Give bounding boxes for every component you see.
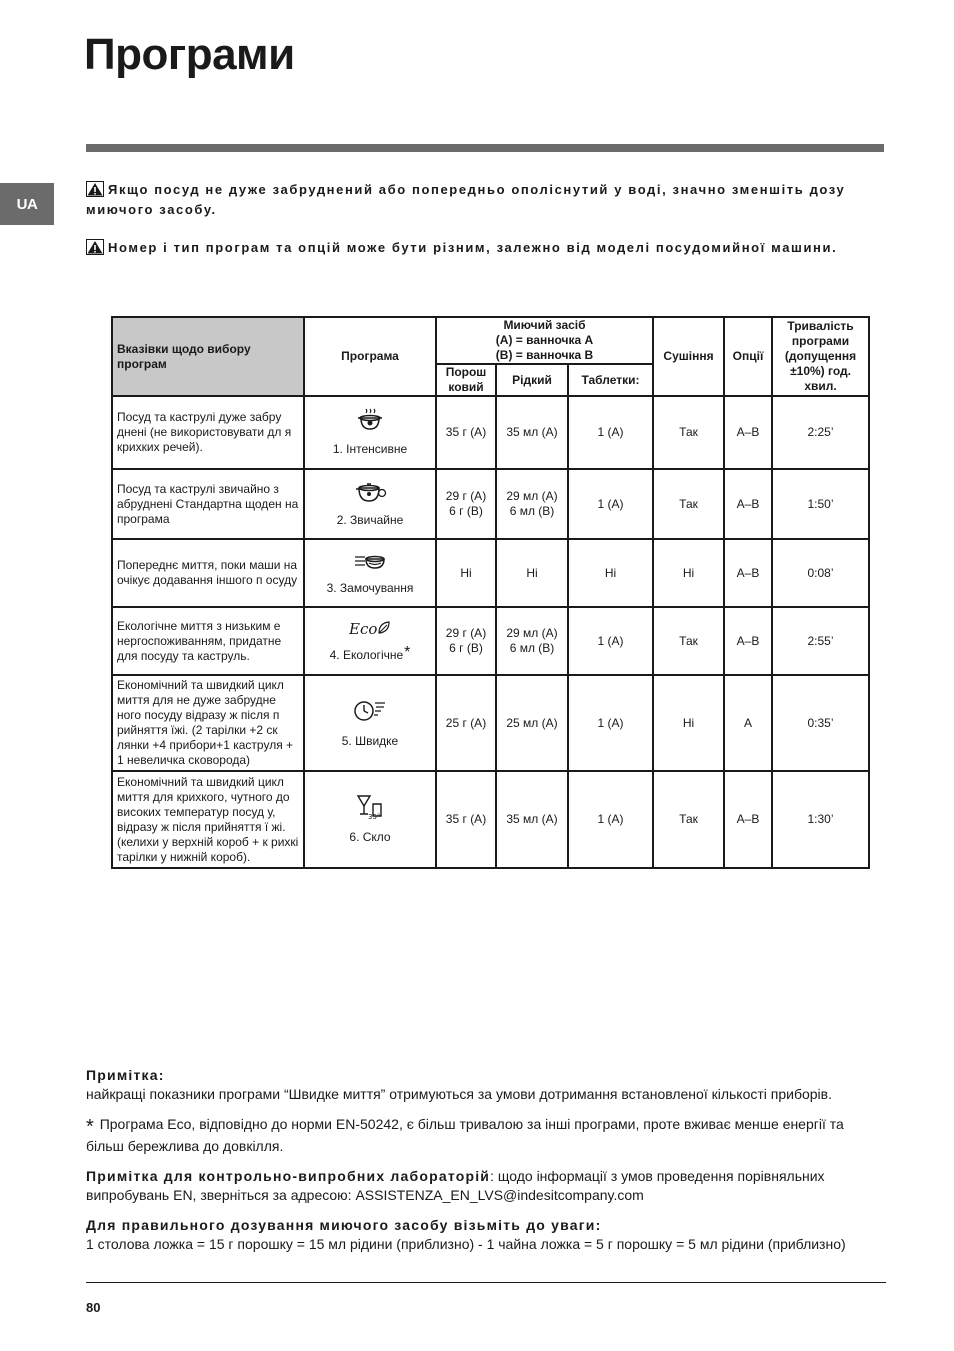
fast-clock-icon: [352, 698, 388, 722]
header-detergent-b: (B) = ванночка B: [495, 348, 594, 362]
row-program: [304, 771, 436, 868]
row-drying: Ні: [653, 675, 724, 771]
row-guide: Екологічне миття з низьким е нергоспоживанням, придатне для посуду та каструль.: [112, 607, 304, 675]
row-duration: 0:08’: [772, 539, 869, 607]
table-row: [112, 396, 869, 469]
row-liquid: [496, 396, 568, 469]
row-powder: [436, 675, 496, 771]
row-tablets: 1 (A): [568, 607, 653, 675]
program-name: 2. Звичайне: [336, 512, 404, 527]
liquid-dose: 29 мл (A): [506, 626, 558, 640]
liquid-dose: 25 мл (A): [506, 715, 558, 730]
page-number: 80: [86, 1300, 101, 1315]
row-duration: 2:25’: [772, 396, 869, 469]
table-row: [112, 607, 869, 675]
note-dosing: [86, 1216, 885, 1254]
row-tablets: Ні: [568, 539, 653, 607]
table-row: [112, 469, 869, 539]
warning-triangle-icon: [86, 181, 104, 197]
row-guide: Посуд та каструлі дуже забру днені (не використовувати дл я крихких речей).: [112, 396, 304, 469]
labs-text: : щодо інформації з умов проведення порівняльних випробувань EN, зверніться за адресою: ASSISTENZA_EN_LVS@indesitcompany.com: [86, 1168, 825, 1203]
powder-dose: 35 г (A): [445, 425, 487, 439]
notes-section: [86, 1066, 885, 1265]
normal-pot-icon: [353, 481, 387, 503]
header-program: Програма: [304, 317, 436, 396]
warning-text-2: Номер і тип програм та опцій може бути різним, залежно від моделі посудомийної машини.: [108, 240, 838, 255]
note-labs: [86, 1167, 885, 1205]
header-duration: Тривалість програми (допущення ±10%) год. хвил.: [772, 317, 869, 396]
page-title: Програми: [84, 30, 295, 79]
liquid-dose: 6 мл (B): [509, 641, 555, 655]
header-tablets: Таблетки:: [568, 364, 653, 396]
dosing-text: 1 столова ложка = 15 г порошку = 15 мл рідини (приблизно) - 1 чайна ложка = 5 г порошку = 5 мл рідини (приблизно): [86, 1236, 846, 1252]
powder-dose: Ні: [460, 565, 472, 580]
row-liquid: [496, 607, 568, 675]
glass-icon: [355, 794, 385, 820]
row-tablets: 1 (A): [568, 469, 653, 539]
liquid-dose: Ні: [526, 565, 538, 580]
row-tablets: 1 (A): [568, 771, 653, 868]
row-program: [304, 469, 436, 539]
glass-temp-label: 35°: [368, 813, 381, 820]
header-detergent-title: Миючий засіб: [503, 318, 586, 332]
intensive-pot-icon: [355, 408, 385, 432]
row-guide: Попереднє миття, поки маши на очікує додавання іншого п осуду: [112, 539, 304, 607]
warning-note-2: [86, 238, 884, 258]
row-powder: [436, 607, 496, 675]
note-text: найкращі показники програми “Швидке миття” отримуються за умови дотримання встановленої кількості приборів.: [86, 1086, 832, 1102]
footer-divider: [86, 1282, 886, 1283]
powder-dose: 6 г (B): [449, 641, 483, 655]
program-name: 1. Інтенсивне: [332, 442, 408, 456]
row-duration: 1:30’: [772, 771, 869, 868]
row-guide: Економічний та швидкий цикл миття для не дуже забрудне ного посуду відразу ж після п рийняття їжі. (2 тарілки +2 ск лянки +4 прибори+1 каструля + 1 невеличка сковорода): [112, 675, 304, 771]
row-powder: [436, 396, 496, 469]
header-powder: Порош ковий: [436, 364, 496, 396]
powder-dose: 25 г (A): [445, 715, 487, 730]
row-powder: [436, 771, 496, 868]
eco-leaf-icon: [349, 619, 391, 639]
powder-dose: 35 г (A): [445, 812, 487, 826]
row-options: A–B: [724, 607, 772, 675]
programs-table: [111, 316, 870, 869]
table-row: [112, 771, 869, 868]
row-duration: 2:55’: [772, 607, 869, 675]
header-detergent-a: (A) = ванночка A: [495, 333, 594, 347]
eco-asterisk: *: [86, 1116, 94, 1138]
row-guide: Посуд та каструлі звичайно з абруднені Стандартна щоден на програма: [112, 469, 304, 539]
row-liquid: [496, 675, 568, 771]
title-divider: [86, 144, 884, 152]
program-name: 4. Екологічне: [329, 648, 404, 662]
row-drying: Так: [653, 469, 724, 539]
row-program: [304, 675, 436, 771]
powder-dose: 6 г (B): [449, 504, 483, 518]
powder-dose: 29 г (A): [445, 626, 487, 640]
warning-note-1: [86, 180, 884, 220]
warning-text-1: Якщо посуд не дуже забруднений або попередньо ополіснутий у воді, значно зменшіть дозу миючого засобу.: [86, 182, 846, 217]
program-name: 5. Швидке: [341, 733, 399, 748]
row-liquid: [496, 539, 568, 607]
row-tablets: 1 (A): [568, 396, 653, 469]
row-liquid: [496, 469, 568, 539]
table-header-row: [112, 317, 869, 364]
eco-note-text: Програма Eco, відповідно до норми EN-50242, є більш тривалою за інші програми, проте вживає менше енергії та більш бережлива до довкілля.: [86, 1116, 844, 1154]
note-fast-wash: [86, 1066, 885, 1104]
row-duration: 1:50’: [772, 469, 869, 539]
row-program: [304, 539, 436, 607]
table-row: [112, 539, 869, 607]
header-guide: Вказівки щодо вибору програм: [112, 317, 304, 396]
row-options: A–B: [724, 539, 772, 607]
header-detergent: [436, 317, 653, 364]
table-row: [112, 675, 869, 771]
soak-icon: [353, 551, 387, 571]
program-name: 3. Замочування: [326, 580, 414, 595]
row-powder: [436, 539, 496, 607]
language-tab: UA: [0, 183, 54, 225]
dosing-heading: Для правильного дозування миючого засобу візьміть до уваги:: [86, 1217, 602, 1233]
eco-asterisk: *: [404, 644, 411, 661]
row-drying: Так: [653, 396, 724, 469]
warning-triangle-icon: [86, 239, 104, 255]
row-options: A–B: [724, 771, 772, 868]
row-duration: 0:35’: [772, 675, 869, 771]
labs-heading: Примітка для контрольно-випробних лабораторій: [86, 1168, 491, 1184]
row-tablets: 1 (A): [568, 675, 653, 771]
row-liquid: [496, 771, 568, 868]
row-program: [304, 607, 436, 675]
note-heading: Примітка:: [86, 1067, 165, 1083]
liquid-dose: 6 мл (B): [509, 504, 555, 518]
program-name: 6. Скло: [349, 830, 391, 844]
note-eco: [86, 1115, 885, 1156]
row-drying: Так: [653, 771, 724, 868]
row-program: [304, 396, 436, 469]
row-drying: Так: [653, 607, 724, 675]
header-liquid: Рідкий: [496, 364, 568, 396]
row-guide: Економічний та швидкий цикл миття для крихкого, чутного до високих температур посуд у, відразу ж після прийняття ї жі. (келихи у верхній короб + к рихкі тарілки у нижній короб).: [112, 771, 304, 868]
eco-label: Eco: [349, 620, 378, 638]
liquid-dose: 35 мл (A): [506, 812, 558, 826]
row-options: A–B: [724, 469, 772, 539]
powder-dose: 29 г (A): [445, 489, 487, 503]
row-drying: Ні: [653, 539, 724, 607]
header-drying: Сушіння: [653, 317, 724, 396]
row-options: A: [724, 675, 772, 771]
row-powder: [436, 469, 496, 539]
row-options: A–B: [724, 396, 772, 469]
header-options: Опції: [724, 317, 772, 396]
liquid-dose: 35 мл (A): [506, 425, 558, 439]
liquid-dose: 29 мл (A): [506, 489, 558, 503]
